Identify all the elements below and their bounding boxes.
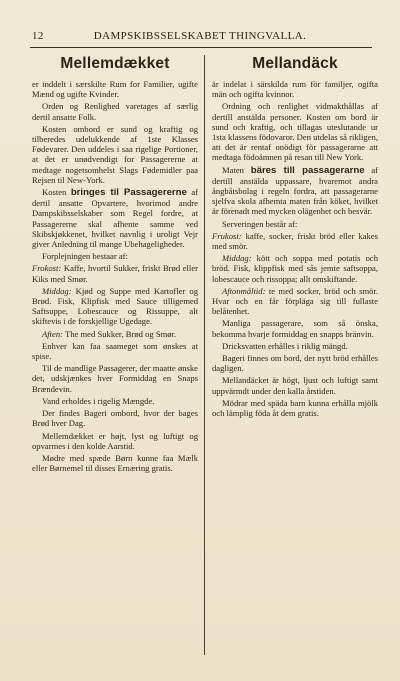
paragraph	[32, 431, 198, 451]
text-run: Mødre med spæde Børn kunne faa Mælk eller Børnemel til disses Ernæring gratis.	[32, 452, 198, 474]
italic-label: Aftonmåltid:	[222, 285, 266, 296]
paragraph	[212, 253, 378, 284]
italic-label: Middag:	[42, 285, 72, 296]
paragraph	[32, 329, 198, 339]
bold-phrase: bäres till passagerarne	[250, 164, 365, 176]
page-number: 12	[32, 30, 44, 42]
text-run: af dertil ansatte Opvartere, hvorimod andre Dampskibsselskaber som Regel fordre, at Passagererne skal afhente samme ved Skibskjøkkenet, hvilket navnlig i uroligt Vejr giver Anledning til mange Ubehageligheder.	[32, 187, 198, 250]
text-run: Der findes Bageri ombord, hvor der bages Brød hver Dag.	[32, 408, 198, 429]
paragraph	[32, 286, 198, 327]
text-run: Kaffe, hvortil Sukker, friskt Brød eller Kiks med Smør.	[32, 263, 198, 284]
paragraph	[212, 286, 378, 317]
text-run: Bageri finnes om bord, der nytt bröd erhålles dagligen.	[212, 353, 378, 374]
swedish-body	[212, 79, 378, 418]
paragraph	[212, 341, 378, 351]
paragraph	[32, 79, 198, 99]
danish-column	[32, 55, 198, 645]
text-run: Mellemdækket er højt, lyst og luftigt og opvarmes i den kolde Aarstid.	[32, 430, 198, 451]
paragraph	[32, 341, 198, 361]
text-run: kaffe, socker, friskt bröd eller kakes med smör.	[212, 230, 378, 252]
paragraph	[212, 165, 378, 217]
paragraph	[212, 353, 378, 373]
text-run: Ordning och renlighet vidmakthållas af dertill anstälda personer. Kosten om bord är sund och kraftig, och tillagas uteslutande ur 1sta klassens födovaror. Den utdelas så rikligen, att det är rentaf onödigt för passagerarne att medtaga födoämnen på resan till New York.	[212, 101, 378, 163]
paragraph	[32, 263, 198, 283]
swedish-column	[212, 55, 378, 645]
paragraph	[212, 318, 378, 338]
text-run: Serveringen består af:	[222, 218, 298, 229]
text-run: er inddelt i særskilte Rum for Familier, ugifte Mænd og ugifte Kvinder.	[32, 79, 198, 100]
header-rule	[30, 47, 372, 48]
paragraph	[32, 363, 198, 394]
text-run: Orden og Renlighed varetages af særlig dertil ansatte Folk.	[32, 101, 198, 122]
page-header	[28, 30, 372, 44]
text-run: Kosten	[42, 187, 71, 198]
bold-phrase: bringes til Passagererne	[70, 187, 187, 199]
swedish-section-title: Mellandäck	[252, 55, 338, 72]
text-run: Kjød og Suppe med Kartofler og Brød. Fisk, Klipfisk med Sauce tilligemed Saftsuppe, Lobescauce og Rissuppe, alt skiftevis i de forskjellige Ugedage.	[32, 285, 198, 327]
text-run: af dertill anstälda uppassare, hvaremot andra ångbåtsbolag i regeln fordra, att passagerarne sjelfva skola afhemta maten från köket, hvilket är förenadt med mycken olägenhet och besvär.	[212, 164, 378, 217]
paragraph	[212, 398, 378, 418]
paragraph	[212, 101, 378, 162]
italic-label: Middag:	[222, 253, 252, 264]
italic-label: Frukost:	[212, 230, 242, 241]
paragraph	[212, 219, 378, 229]
italic-label: Aften:	[42, 328, 63, 339]
text-run: Til de mandlige Passagerer, der maatte ønske det, udskjænkes hver Formiddag en Snaps Brændevin.	[32, 363, 198, 394]
text-run: är indelat i särskilda rum för familjer, ogifta män och ogifta kvinnor.	[212, 79, 378, 100]
text-run: Dricksvatten erhålles i riklig mängd.	[222, 340, 348, 351]
text-run: Mellandäcket är högt, ljust och luftigt samt uppvärmdt under den kalla årstiden.	[212, 375, 378, 396]
text-run: Forplejningen bestaar af:	[42, 251, 128, 262]
text-run: Manliga passagerare, som så önska, bekomma hvarje formiddag en snapps bränvin.	[212, 318, 378, 339]
paragraph	[212, 79, 378, 99]
paragraph	[212, 231, 378, 251]
running-head: DAMPSKIBSSELSKABET THINGVALLA.	[93, 30, 307, 42]
text-run: te med socker, bröd och smör. Hvar och en får förpläga sig till fullaste belåtenhet.	[212, 285, 378, 317]
paragraph	[212, 375, 378, 395]
paragraph	[32, 453, 198, 473]
paragraph	[32, 408, 198, 428]
text-run: Kosten ombord er sund og kraftig og tilberedes udelukkende af 1ste Klasses Fødevarer. Den uddeles i saa rigelige Portioner, at det er unødvendigt for Passagererne at medtage nogetsomhelst Slags Fødemidler paa Rejsen til New-York.	[32, 123, 198, 185]
text-run: Mödrar med späda barn kunna erhålla mjölk och lämplig föda åt dem gratis.	[212, 397, 378, 419]
danish-section-title: Mellemdækket	[60, 55, 170, 72]
text-run: kött och soppa med potatis och bröd. Fisk, klippfisk med sås jemte saftsoppa, lobescauce och rissoppa; allt omskiftande.	[212, 253, 378, 284]
text-run: Vand erholdes i rigelig Mængde.	[42, 395, 155, 406]
danish-body	[32, 79, 198, 473]
text-run: Maten	[222, 164, 251, 175]
italic-label: Frokost:	[32, 263, 62, 274]
text-run: The med Sukker, Brød og Smør.	[63, 328, 177, 339]
paragraph	[32, 101, 198, 121]
paragraph	[32, 124, 198, 185]
text-run: Enhver kan faa saameget som ønskes at spise.	[32, 340, 198, 362]
paragraph	[32, 251, 198, 261]
column-divider	[204, 55, 205, 655]
paragraph	[32, 396, 198, 406]
paragraph	[32, 187, 198, 249]
